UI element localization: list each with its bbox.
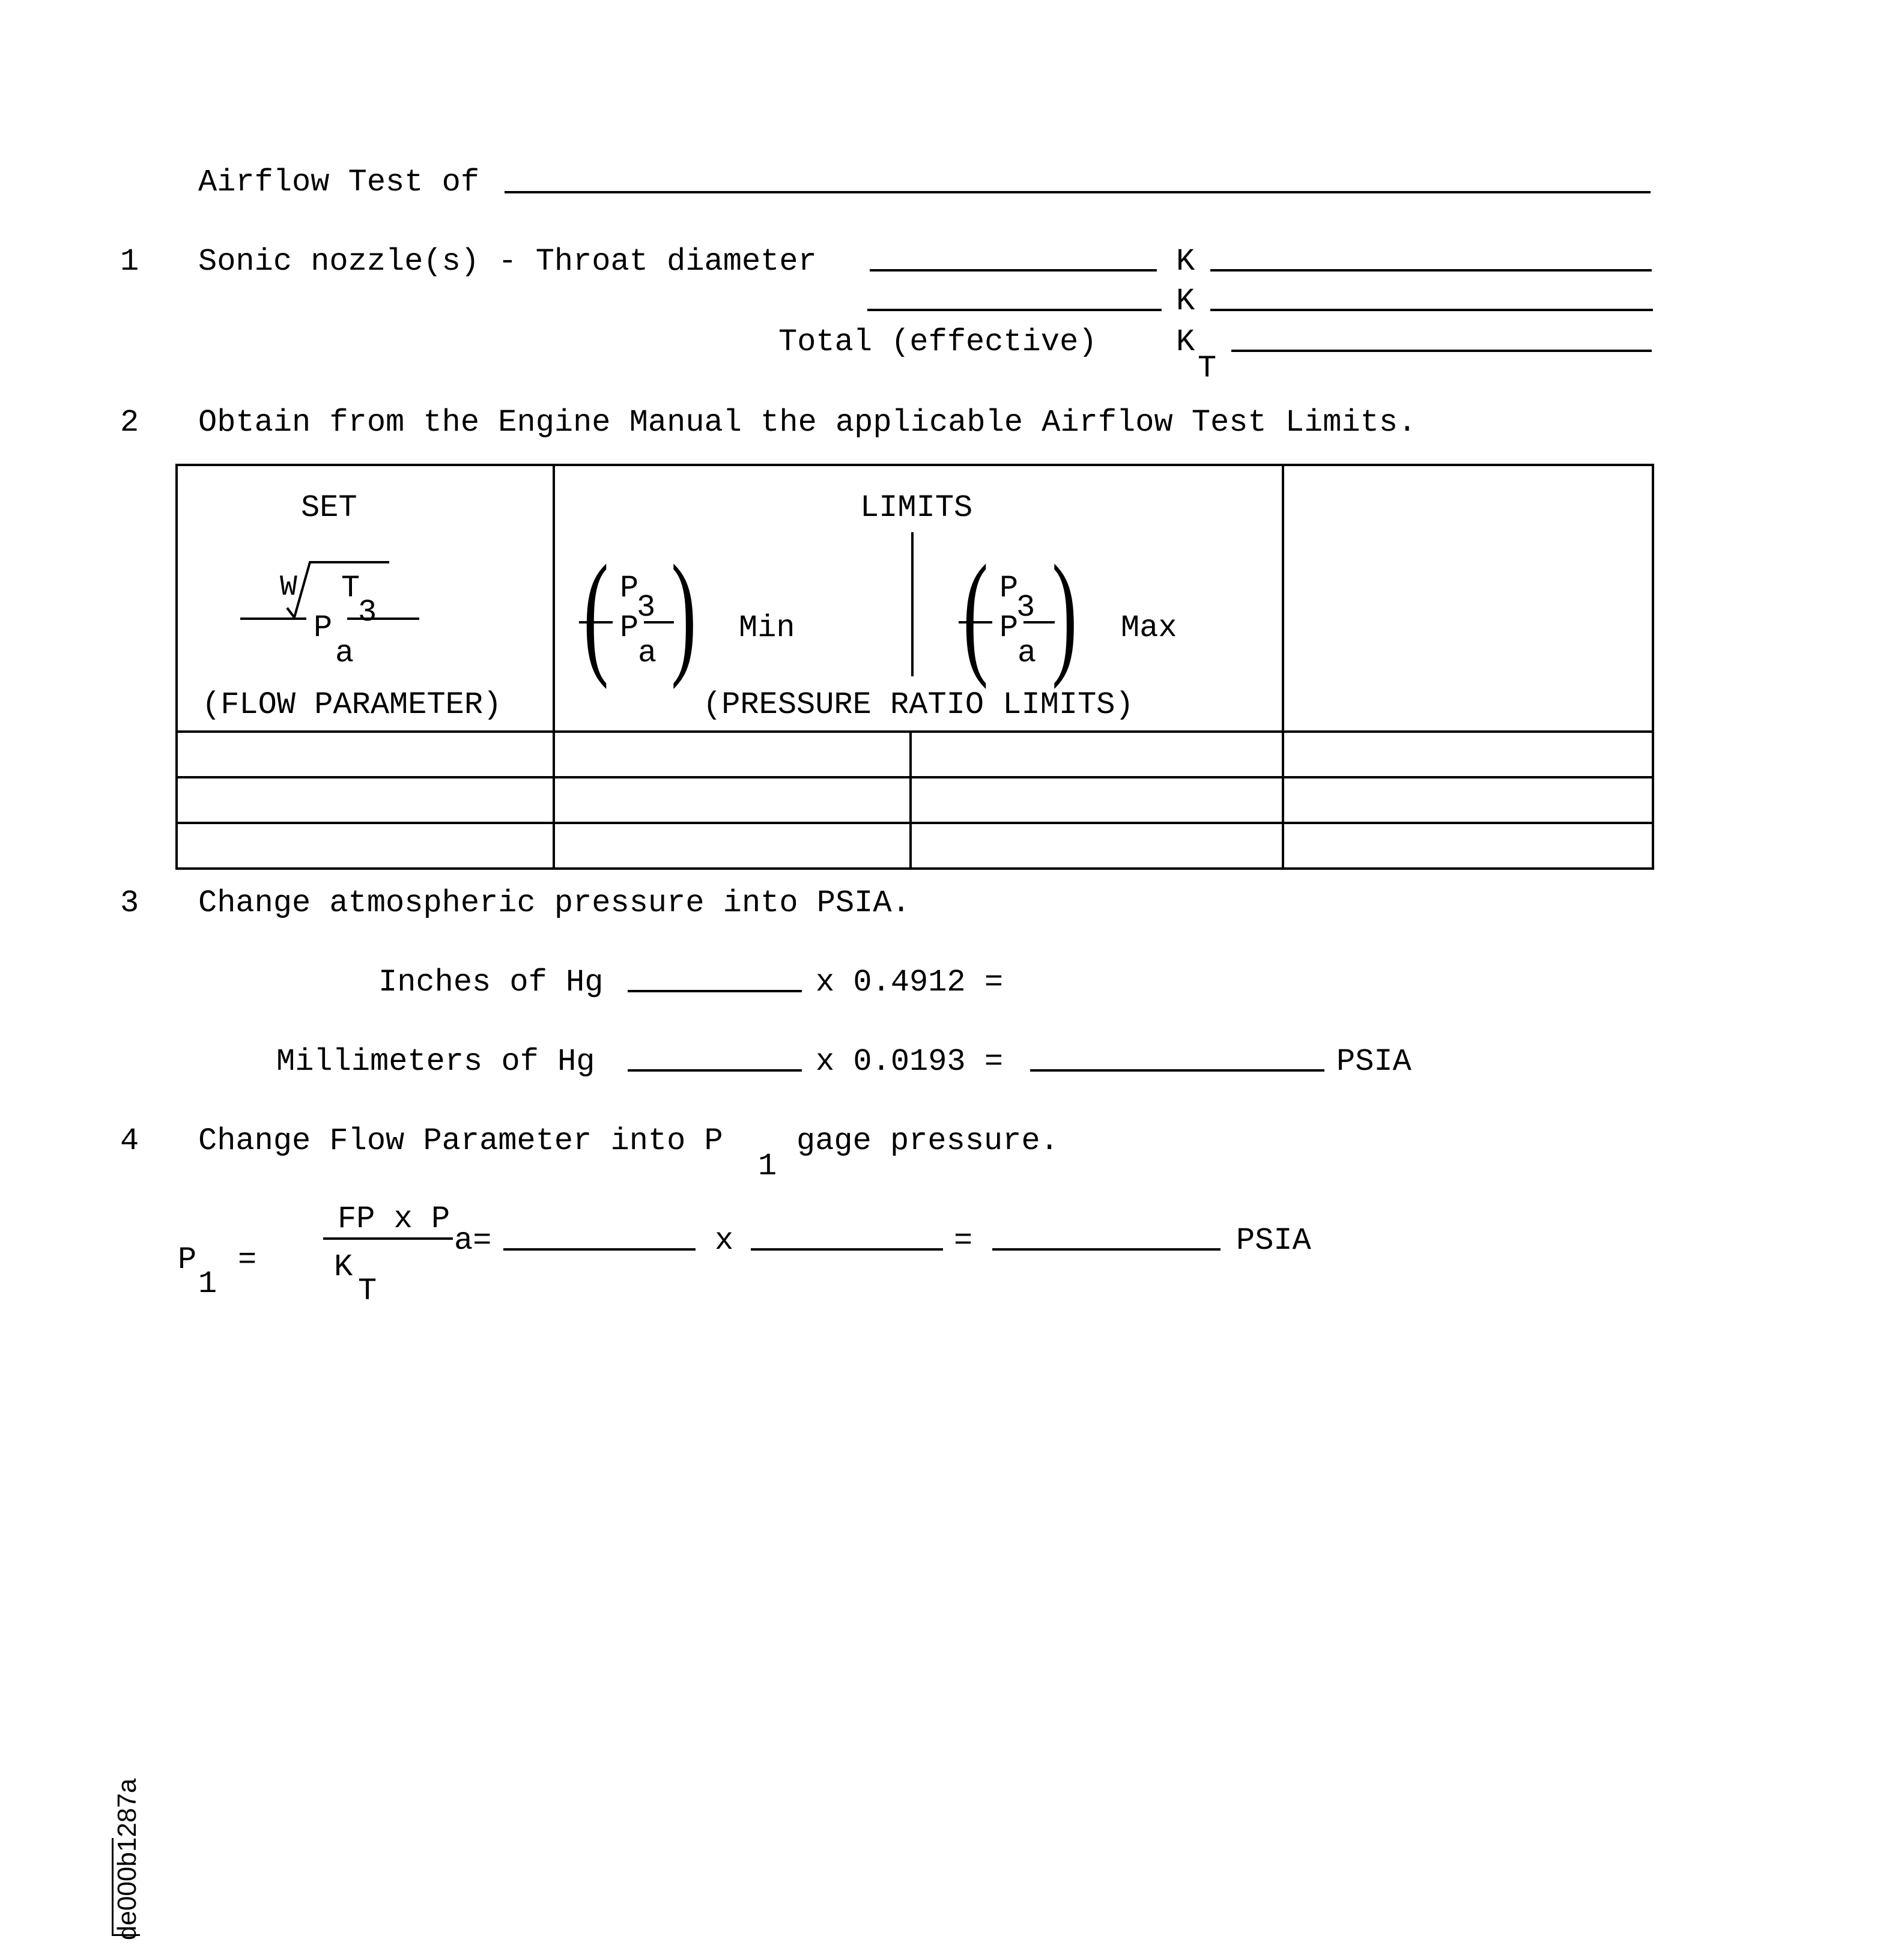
- step-4-label: [198, 1123, 723, 1159]
- airflow-test-of-field[interactable]: [505, 191, 1651, 193]
- set-value-cell[interactable]: [177, 777, 554, 823]
- psia-result-field[interactable]: [1030, 1069, 1324, 1072]
- limits-header: LIMITS: [860, 490, 973, 526]
- min-ratio-num-sub: 3: [637, 590, 656, 625]
- step-4-p-subscript: 1: [758, 1148, 777, 1184]
- psia-unit-label: PSIA: [1336, 1044, 1412, 1079]
- table-row: [177, 823, 1653, 869]
- throat-diameter-2-field[interactable]: [867, 309, 1162, 311]
- mm-factor: x 0.0193 =: [816, 1044, 1004, 1079]
- table-row: [177, 777, 1653, 823]
- max-label: Max: [1121, 610, 1177, 646]
- flow-p: P: [314, 610, 333, 646]
- min-ratio-den-sub: a: [638, 636, 657, 671]
- min-fraction-bar-right: [644, 621, 674, 623]
- max-value-cell[interactable]: [911, 732, 1283, 777]
- step-3-number: 3: [120, 885, 139, 921]
- k2-field[interactable]: [1210, 309, 1653, 311]
- formula-times: x: [715, 1223, 734, 1258]
- min-value-cell[interactable]: [554, 777, 911, 823]
- set-value-cell[interactable]: [177, 823, 554, 869]
- extra-value-cell[interactable]: [1283, 777, 1653, 823]
- flow-t-sub: 3: [358, 595, 377, 630]
- left-paren-icon: (: [583, 536, 609, 690]
- max-value-cell[interactable]: [911, 777, 1283, 823]
- min-value-cell[interactable]: [554, 823, 911, 869]
- min-fraction-bar-left: [579, 621, 613, 623]
- total-effective-label: Total (effective): [778, 324, 1097, 360]
- extra-value-cell[interactable]: [1283, 732, 1653, 777]
- kt-label: K: [1176, 324, 1195, 360]
- max-ratio-num: P: [999, 571, 1019, 606]
- extra-header-cell: [1283, 465, 1653, 732]
- airflow-limits-table: [175, 464, 1654, 870]
- step-1-number: 1: [120, 244, 139, 279]
- k1-label: K: [1176, 244, 1195, 279]
- fraction-bar-left: [240, 617, 306, 620]
- left-paren-icon: (: [963, 536, 989, 690]
- step-3-label: Change atmospheric pressure into PSIA.: [198, 885, 911, 921]
- step-4-label-post: gage pressure.: [796, 1123, 1059, 1159]
- throat-diameter-1-field[interactable]: [870, 269, 1157, 272]
- max-ratio-den-sub: a: [1017, 636, 1037, 671]
- limits-header-cell: [554, 465, 1283, 732]
- kt-field[interactable]: [1231, 350, 1652, 352]
- form-title-label: Airflow Test of: [198, 165, 480, 200]
- flow-w: W: [280, 571, 297, 604]
- formula-denominator-sub: T: [358, 1273, 377, 1309]
- flow-p-sub: a: [335, 636, 354, 671]
- k2-label: K: [1176, 284, 1195, 319]
- pressure-ratio-caption: (PRESSURE RATIO LIMITS): [703, 687, 1134, 723]
- flow-parameter-caption: (FLOW PARAMETER): [202, 687, 502, 723]
- right-paren-icon: ): [671, 536, 697, 690]
- formula-equals: =: [238, 1242, 257, 1278]
- step-4-number: 4: [120, 1123, 139, 1159]
- set-header-cell: [177, 465, 554, 732]
- kt-subscript: T: [1198, 351, 1217, 386]
- mm-hg-field[interactable]: [628, 1069, 802, 1072]
- min-max-divider: [911, 532, 914, 676]
- min-label: Min: [739, 610, 795, 646]
- formula-lhs: P: [178, 1242, 197, 1278]
- step-4-label-pre: Change Flow Parameter into P: [198, 1123, 723, 1159]
- inches-hg-field[interactable]: [628, 990, 802, 992]
- right-paren-icon: ): [1052, 536, 1078, 690]
- step-1-label: Sonic nozzle(s) - Throat diameter: [198, 244, 817, 279]
- formula-field-2[interactable]: [751, 1248, 943, 1251]
- formula-result-field[interactable]: [992, 1248, 1220, 1251]
- inches-factor: x 0.4912 =: [816, 965, 1004, 1000]
- max-value-cell[interactable]: [911, 823, 1283, 869]
- figure-id-label: de000b1287a: [112, 1778, 142, 1940]
- table-row: [177, 732, 1653, 777]
- set-value-cell[interactable]: [177, 732, 554, 777]
- formula-equals-2: =: [954, 1223, 973, 1258]
- step-2-label: Obtain from the Engine Manual the applicable Airflow Test Limits.: [198, 405, 1417, 440]
- formula-field-1[interactable]: [503, 1248, 696, 1251]
- formula-fraction-bar: [323, 1237, 453, 1240]
- flow-t: T: [341, 571, 360, 606]
- min-ratio-num: P: [620, 571, 639, 606]
- min-value-cell[interactable]: [554, 732, 911, 777]
- max-fraction-bar-right: [1023, 621, 1055, 623]
- max-ratio-den: P: [999, 610, 1019, 646]
- k1-field[interactable]: [1210, 269, 1652, 272]
- set-header: SET: [301, 490, 357, 526]
- extra-value-cell[interactable]: [1283, 823, 1653, 869]
- step-2-number: 2: [120, 405, 139, 440]
- formula-psia-unit: PSIA: [1236, 1223, 1311, 1258]
- formula-after-fraction: a=: [454, 1223, 492, 1258]
- max-fraction-bar-left: [959, 621, 992, 623]
- formula-denominator: K: [334, 1249, 353, 1285]
- max-ratio-num-sub: 3: [1016, 590, 1036, 625]
- fraction-bar-right: [347, 617, 419, 620]
- inches-hg-label: Inches of Hg: [378, 965, 604, 1000]
- formula-lhs-sub: 1: [198, 1266, 217, 1302]
- formula-numerator: FP x P: [338, 1201, 450, 1237]
- mm-hg-label: Millimeters of Hg: [276, 1044, 595, 1079]
- min-ratio-den: P: [620, 610, 639, 646]
